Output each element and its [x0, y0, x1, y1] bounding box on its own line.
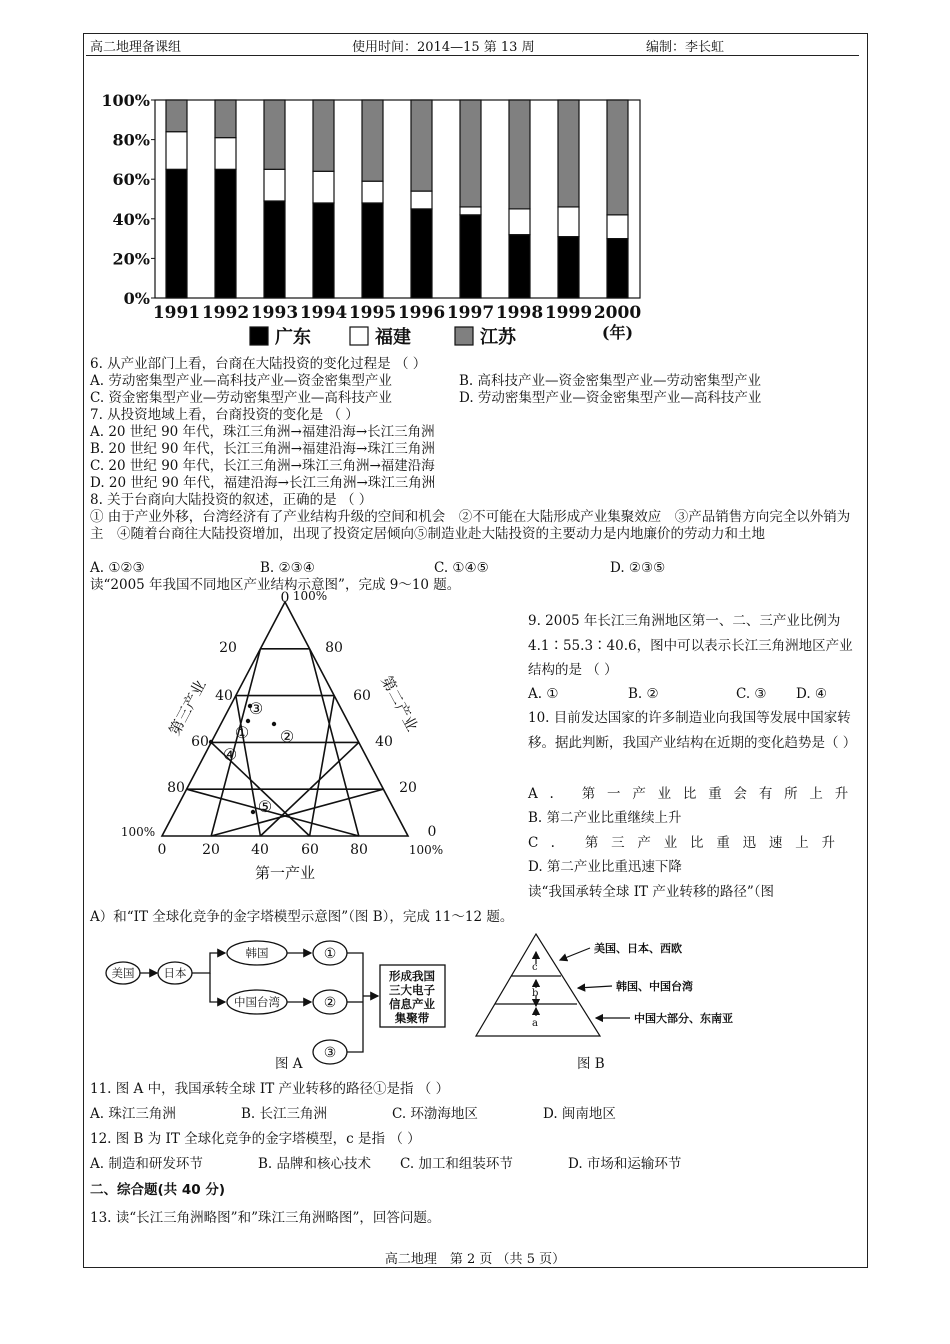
q10-option-b: B. 第二产业比重继续上升 [528, 810, 682, 826]
tri-right-tick-60: 60 [353, 688, 371, 704]
bar-1994-广东 [313, 203, 334, 298]
q12-option-c: C. 加工和组装环节 [400, 1156, 513, 1172]
legend-swatch-江苏 [455, 327, 473, 345]
y-tick-label: 20% [112, 249, 150, 269]
x-unit-label: (年) [601, 323, 634, 342]
tri-right-tick-0: 0 [427, 824, 437, 840]
q9-option-d: D. ④ [796, 686, 828, 702]
bar-1995-福建 [362, 181, 383, 203]
y-tick-label: 80% [112, 130, 150, 150]
tri-right-tick-20: 20 [399, 780, 417, 796]
bar-1996-广东 [411, 209, 432, 298]
tri-apex-zero: 0 [280, 590, 290, 606]
tri-bottom-tick-80: 80 [350, 842, 368, 858]
tri-label-5: ⑤ [257, 797, 273, 816]
x-tick-label: 1991 [152, 303, 201, 323]
x-tick-label: 1993 [250, 303, 299, 323]
tri-point-5 [251, 810, 255, 814]
tri-right-tick-40: 40 [375, 734, 393, 750]
figa-caption: 图 A [275, 1056, 303, 1072]
stacked-bar-chart [100, 88, 660, 350]
tri-label-3: ③ [248, 699, 264, 718]
tri-left-axis-label: 第三产业 [165, 676, 210, 739]
figa-taiwan: 中国台湾 [234, 995, 280, 1009]
bar-2000-福建 [607, 215, 628, 239]
tri-top-label: 100% [292, 589, 328, 603]
legend-label-江苏: 江苏 [480, 327, 516, 348]
q7-option-d: D. 20 世纪 90 年代，福建沿海→长江三角洲→珠江三角洲 [90, 475, 436, 491]
figa-korea: 韩国 [245, 946, 269, 960]
tri-left-tick-60: 60 [191, 734, 209, 750]
tri-right-axis-label: 第二产业 [377, 672, 422, 735]
tri-point-4 [209, 740, 213, 744]
figb-top-tier: 美国、日本、西欧 [594, 942, 682, 955]
x-tick-label: 1997 [446, 303, 495, 323]
bar-1992-江苏 [215, 100, 236, 138]
figa-circle-2: ② [323, 995, 337, 1011]
x-tick-label: 1994 [299, 303, 348, 323]
intro-11-12-part1: 读“我国承转全球 IT 产业转移的路径”（图 [528, 884, 774, 900]
bar-1995-广东 [362, 203, 383, 298]
q7-stem: 7. 从投资地域上看，台商投资的变化是 （ ） [90, 407, 359, 423]
q9-stem: 9. 2005 年长江三角洲地区第一、二、三产业比例为 4.1∶55.3∶40.6，图中可以表示长江三角洲地区产业结构的是 （ ） [528, 613, 853, 678]
figa-box-line-4: 集聚带 [394, 1011, 430, 1025]
figb-label-b: b [532, 988, 539, 999]
tri-label-2: ② [279, 727, 295, 746]
y-tick-label: 0% [123, 289, 150, 308]
figa-japan: 日本 [163, 966, 187, 980]
tri-bottom-tick-40: 40 [251, 842, 269, 858]
bar-1997-福建 [460, 207, 481, 215]
header-time: 使用时间：2014—15 第 13 周 [352, 40, 535, 55]
tri-label-1: ① [234, 723, 250, 742]
q8-option-d: D. ②③⑤ [610, 560, 666, 576]
q10-stem: 10. 目前发达国家的许多制造业向我国等发展中国家转移。据此判断，我国产业结构在近期的变化趋势是（ ） [528, 710, 857, 751]
q12-option-d: D. 市场和运输环节 [568, 1156, 682, 1172]
x-tick-label: 1999 [544, 303, 593, 323]
header-rule [86, 55, 859, 56]
x-tick-label: 1995 [348, 303, 397, 323]
y-tick-label: 60% [112, 170, 150, 190]
q8-option-a: A. ①②③ [90, 560, 145, 576]
bar-1993-福建 [264, 169, 285, 201]
bar-1993-广东 [264, 201, 285, 298]
x-tick-label: 1998 [495, 303, 544, 323]
legend-swatch-福建 [350, 327, 368, 345]
bar-1991-江苏 [166, 100, 187, 132]
q9-option-a: A. ① [528, 686, 559, 702]
bar-2000-广东 [607, 239, 628, 298]
page-footer: 高二地理 第 2 页 （共 5 页） [384, 1252, 566, 1267]
figa-box-line-3: 信息产业 [389, 997, 435, 1011]
page-header [90, 36, 725, 55]
figb-caption: 图 B [577, 1056, 605, 1072]
tri-right-tick-80: 80 [325, 640, 343, 656]
legend-label-福建: 福建 [375, 327, 411, 348]
figb-label-c: c [532, 962, 538, 973]
bar-1993-江苏 [264, 100, 285, 169]
q9-option-b: B. ② [628, 686, 659, 702]
bar-1999-广东 [558, 237, 579, 298]
bar-1999-江苏 [558, 100, 579, 207]
x-tick-label: 2000 [593, 303, 642, 323]
bar-2000-江苏 [607, 100, 628, 215]
q7-option-b: B. 20 世纪 90 年代，长江三角洲→福建沿海→珠江三角洲 [90, 441, 435, 457]
bar-1998-江苏 [509, 100, 530, 209]
x-tick-label: 1996 [397, 303, 446, 323]
bar-1997-江苏 [460, 100, 481, 207]
q8-option-c: C. ①④⑤ [434, 560, 489, 576]
q13-stem: 13. 读“长江三角洲略图”和”珠江三角洲略图”，回答问题。 [90, 1210, 441, 1226]
bar-1998-福建 [509, 209, 530, 235]
q12-stem: 12. 图 B 为 IT 全球化竞争的金字塔模型，c 是指 （ ） [90, 1131, 421, 1147]
q12-option-b: B. 品牌和核心技术 [258, 1156, 372, 1172]
figure-a-path-diagram [100, 932, 460, 1074]
q10-option-c: C. 第三产业比重迅速上升 [528, 835, 848, 851]
bar-1991-广东 [166, 169, 187, 298]
tri-bottom-tick-20: 20 [202, 842, 220, 858]
figa-circle-3: ③ [323, 1045, 337, 1061]
legend-swatch-广东 [250, 327, 268, 345]
figa-box-line-1: 形成我国 [389, 969, 435, 983]
tri-bottom-axis-label: 第一产业 [254, 864, 316, 882]
figa-usa: 美国 [111, 966, 135, 980]
tri-label-4: ④ [222, 745, 238, 764]
y-tick-label: 40% [112, 209, 150, 229]
tri-left-tick-20: 20 [219, 640, 237, 656]
tri-left-tick-80: 80 [167, 780, 185, 796]
q11-option-d: D. 闽南地区 [543, 1106, 616, 1122]
tri-point-2 [272, 722, 276, 726]
bar-1994-江苏 [313, 100, 334, 171]
q10-option-a: A. 第一产业比重会有所上升 [528, 786, 861, 802]
bar-1994-福建 [313, 171, 334, 203]
q11-option-b: B. 长江三角洲 [241, 1106, 328, 1122]
figb-bottom-tier: 中国大部分、东南亚 [634, 1012, 733, 1025]
figb-label-a: a [532, 1018, 538, 1029]
intro-11-12-part2: A）和“IT 全球化竞争的金字塔模型示意图”（图 B），完成 11～12 题。 [90, 909, 514, 925]
q6-stem: 6. 从产业部门上看，台商在大陆投资的变化过程是 （ ） [90, 356, 427, 372]
x-tick-label: 1992 [201, 303, 250, 323]
q6-option-c: C. 资金密集型产业—劳动密集型产业—高科技产业 [90, 390, 392, 406]
y-tick-label: 100% [101, 91, 150, 110]
q6-option-a: A. 劳动密集型产业—高科技产业—资金密集型产业 [90, 373, 392, 389]
q11-stem: 11. 图 A 中，我国承转全球 IT 产业转移的路径①是指 （ ） [90, 1081, 450, 1097]
bar-1992-福建 [215, 138, 236, 170]
q6-option-b: B. 高科技产业—资金密集型产业—劳动密集型产业 [459, 373, 762, 389]
ternary-diagram [110, 588, 460, 888]
tri-left-tick-40: 40 [215, 688, 233, 704]
figure-b-pyramid [470, 930, 770, 1048]
bar-1991-福建 [166, 132, 187, 170]
q11-option-c: C. 环渤海地区 [392, 1106, 478, 1122]
q12-option-a: A. 制造和研发环节 [90, 1156, 203, 1172]
q8-stem: 8. 关于台商向大陆投资的叙述，正确的是 （ ） [90, 492, 373, 508]
q6-option-d: D. 劳动密集型产业—资金密集型产业—高科技产业 [459, 390, 762, 406]
bar-1999-福建 [558, 207, 579, 237]
intro-9-10: 读“2005 年我国不同地区产业结构示意图”，完成 9～10 题。 [90, 577, 461, 593]
bar-1996-江苏 [411, 100, 432, 191]
bar-1997-广东 [460, 215, 481, 298]
bar-1996-福建 [411, 191, 432, 209]
figb-mid-tier: 韩国、中国台湾 [616, 980, 693, 993]
section-2-title: 二、综合题(共 40 分) [90, 1182, 226, 1198]
q9-option-c: C. ③ [736, 686, 767, 702]
tri-left-tick-100: 100% [120, 825, 156, 839]
q11-option-a: A. 珠江三角洲 [90, 1106, 176, 1122]
bar-1995-江苏 [362, 100, 383, 181]
bar-1992-广东 [215, 169, 236, 298]
legend-label-广东: 广东 [275, 327, 311, 348]
q7-option-c: C. 20 世纪 90 年代，长江三角洲→珠江三角洲→福建沿海 [90, 458, 435, 474]
bar-1998-广东 [509, 235, 530, 298]
tri-bottom-tick-0: 0 [157, 842, 167, 858]
q8-option-b: B. ②③④ [260, 560, 315, 576]
q8-body: ① 由于产业外移，台湾经济有了产业结构升级的空间和机会 ②不可能在大陆形成产业集聚效应 ③产品销售方向完全以外销为主 ④随着台商往大陆投资增加，出现了投资定居倾向⑤制造业赴大陆投资的主要动力是内地廉价的劳动力和土地 [90, 509, 851, 542]
header-editor: 编制：李长虹 [646, 40, 725, 55]
header-group: 高二地理备课组 [90, 40, 182, 55]
tri-bottom-tick-60: 60 [301, 842, 319, 858]
q10-option-d: D. 第二产业比重迅速下降 [528, 859, 682, 875]
figa-circle-1: ① [323, 946, 337, 962]
q7-option-a: A. 20 世纪 90 年代，珠江三角洲→福建沿海→长江三角洲 [90, 424, 435, 440]
tri-bottom-tick-100: 100% [408, 843, 444, 857]
figa-box-line-2: 三大电子 [389, 983, 435, 997]
